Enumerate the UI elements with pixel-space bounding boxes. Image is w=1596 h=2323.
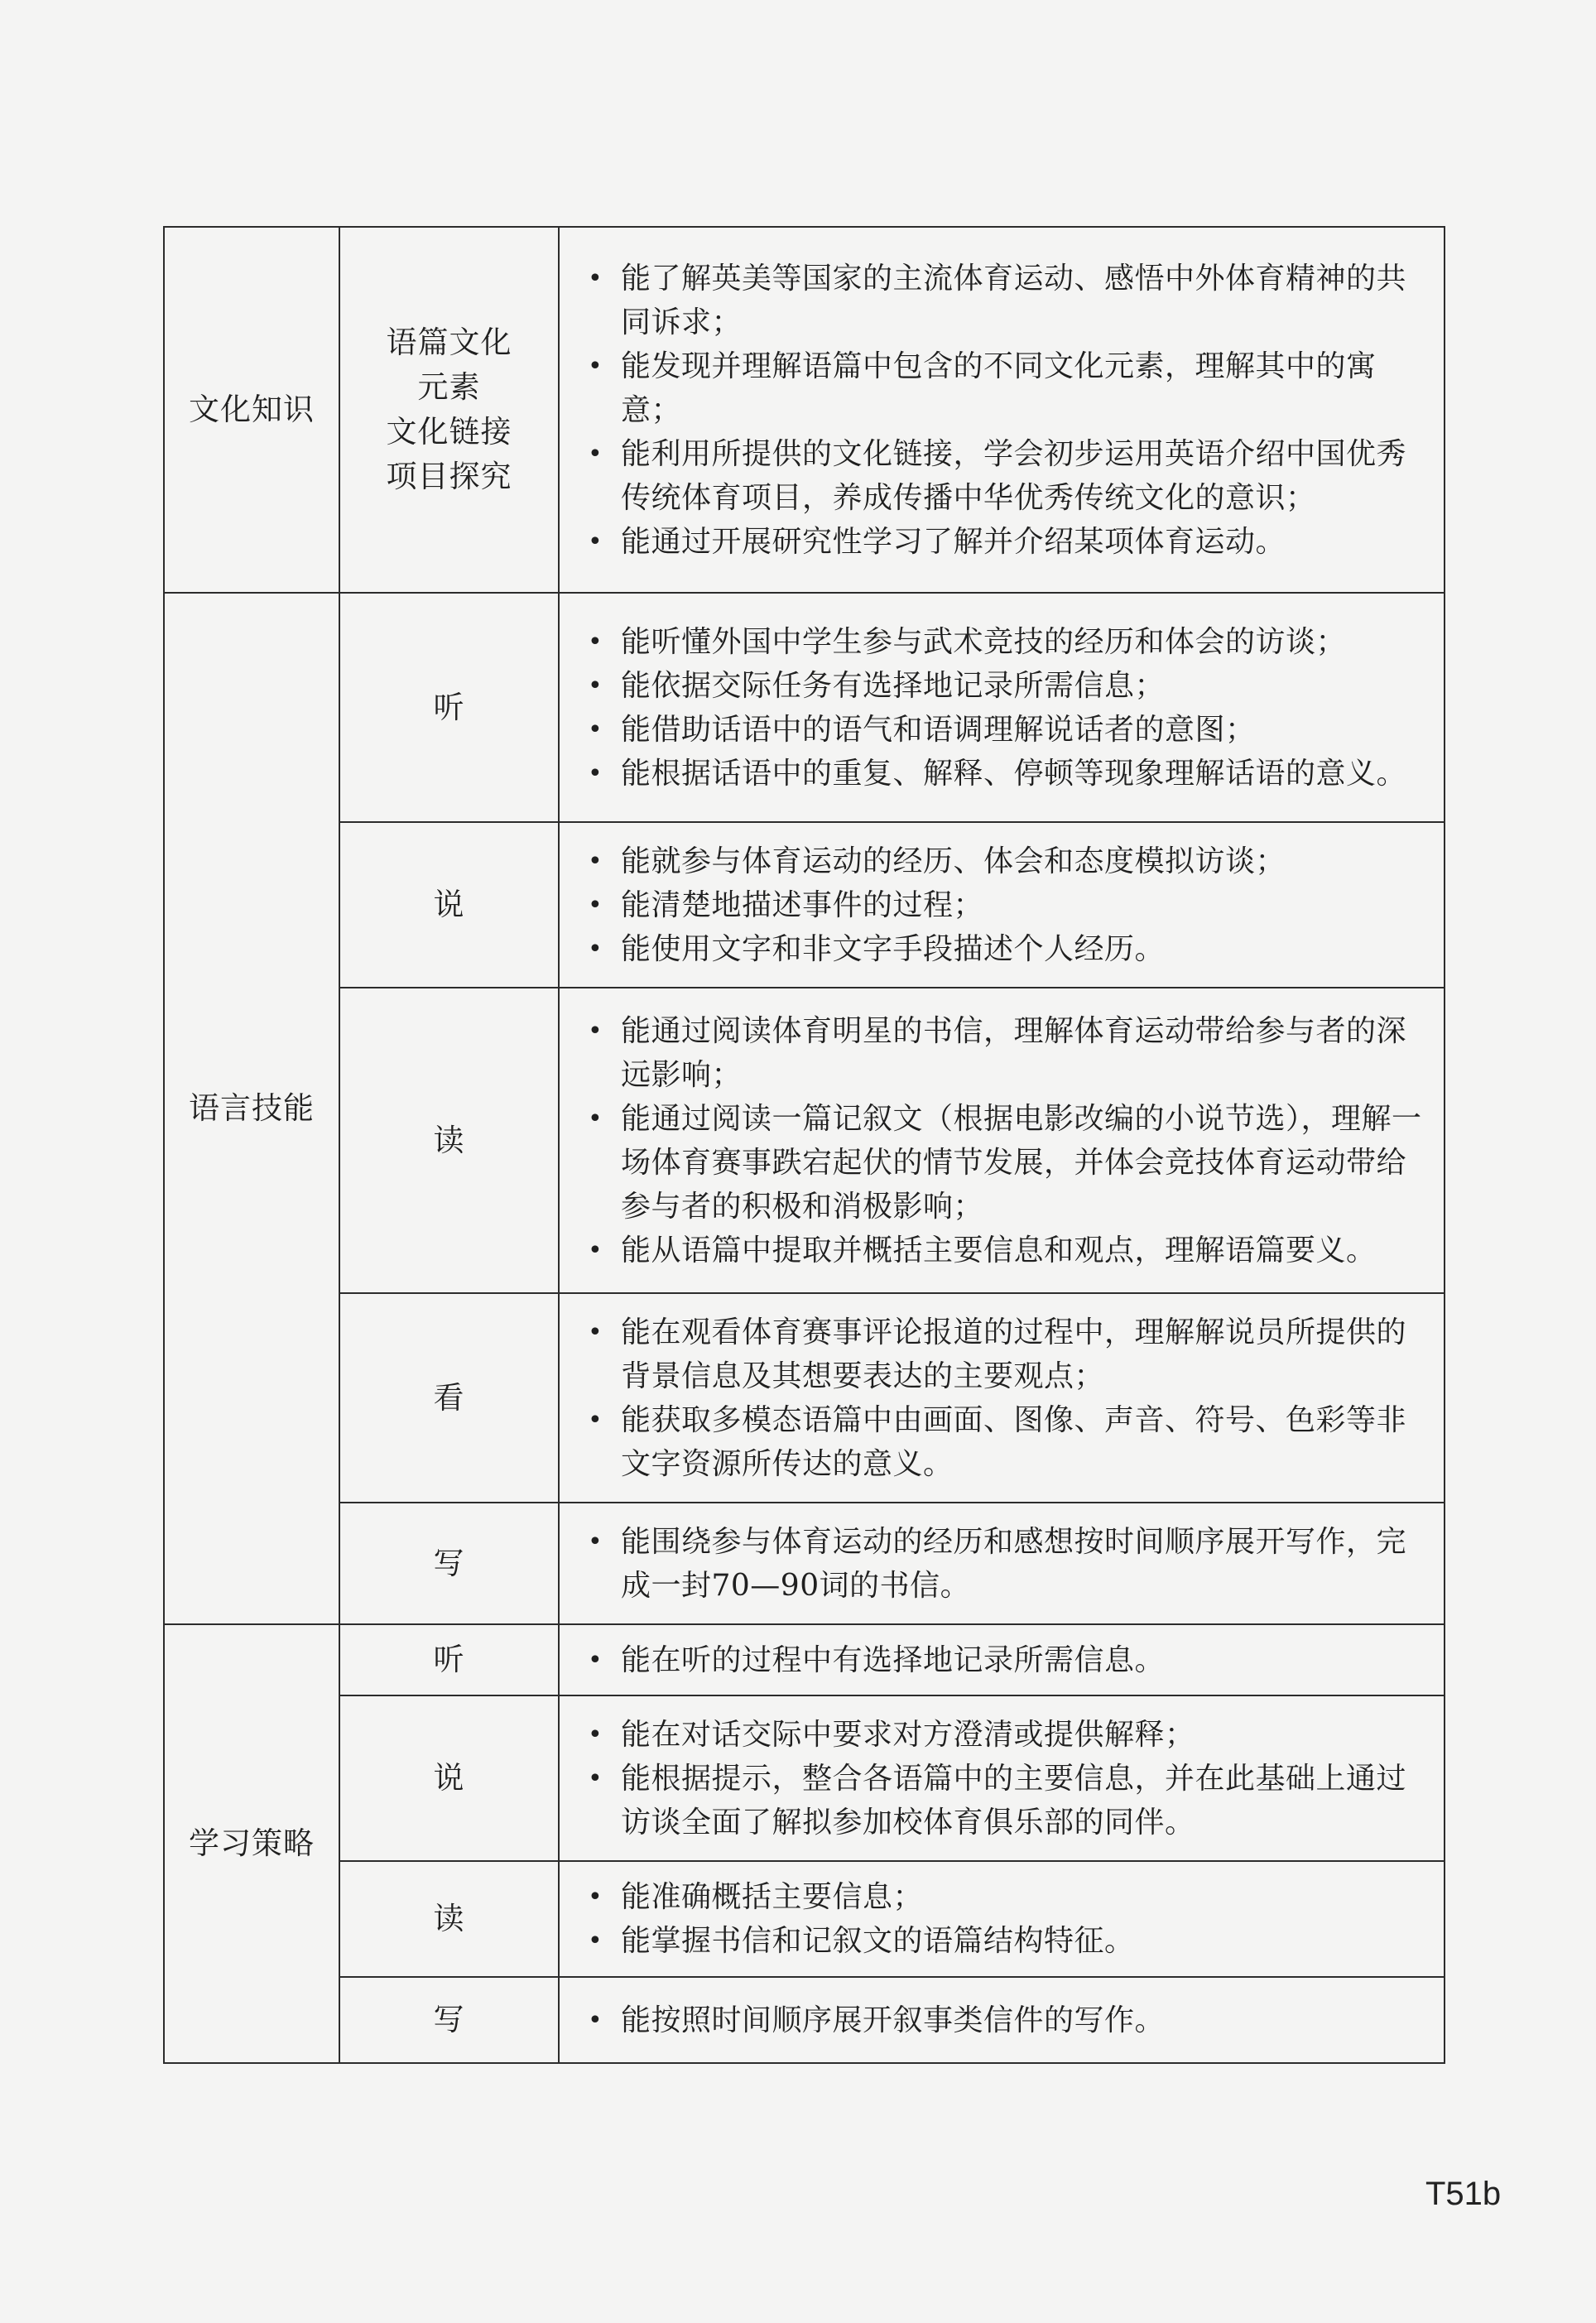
subcategory-line: 文化链接 (386, 414, 512, 450)
bullet-text: 能听懂外国中学生参与武术竞技的经历和体会的访谈； (621, 624, 1347, 659)
bullet-icon: • (588, 627, 603, 656)
subcategory-culture (339, 227, 559, 593)
bullet-item (583, 344, 1425, 432)
bullet-icon: • (588, 1104, 603, 1133)
bullet-icon: • (588, 714, 603, 744)
items-language-write (559, 1503, 1445, 1624)
row-language-speak (164, 822, 1445, 988)
bullet-icon: • (588, 890, 603, 920)
bullet-text: 能在对话交际中要求对方澄清或提供解释； (621, 1717, 1195, 1752)
items-language-listen (559, 593, 1445, 822)
bullet-item (583, 1009, 1425, 1097)
items-strategy-listen (559, 1624, 1445, 1695)
row-strategy-speak (164, 1695, 1445, 1861)
skill-strategy-write: 写 (339, 1977, 559, 2063)
category-strategy: 学习策略 (164, 1624, 339, 2063)
bullet-item (583, 1998, 1425, 2042)
bullet-icon: • (588, 846, 603, 876)
bullet-text: 能借助话语中的语气和语调理解说话者的意图； (621, 712, 1256, 747)
bullet-text: 能在听的过程中有选择地记录所需信息。 (621, 1642, 1166, 1677)
items-strategy-write (559, 1977, 1445, 2063)
subcategory-line: 语篇文化 (386, 325, 512, 360)
bullet-item (583, 664, 1425, 708)
bullet-icon: • (588, 527, 603, 556)
bullet-icon: • (588, 758, 603, 788)
bullet-text: 能通过阅读体育明星的书信，理解体育运动带给参与者的深远影响； (621, 1013, 1407, 1092)
row-strategy-listen (164, 1624, 1445, 1695)
bullet-icon: • (588, 1016, 603, 1046)
bullet-item (583, 839, 1425, 883)
bullet-text: 能通过阅读一篇记叙文（根据电影改编的小说节选），理解一场体育赛事跌宕起伏的情节发展，并体会竞技体育运动带给参与者的积极和消极影响； (621, 1101, 1422, 1224)
bullet-text: 能使用文字和非文字手段描述个人经历。 (621, 931, 1166, 966)
row-language-read (164, 988, 1445, 1293)
bullet-text: 能依据交际任务有选择地记录所需信息； (621, 668, 1166, 703)
items-culture (559, 227, 1445, 593)
page-number: T51b (1425, 2176, 1502, 2212)
bullet-text: 能在观看体育赛事评论报道的过程中，理解解说员所提供的背景信息及其想要表达的主要观点； (621, 1315, 1407, 1393)
bullet-icon: • (588, 1235, 603, 1265)
bullet-item (583, 1638, 1425, 1682)
bullet-text: 能获取多模态语篇中由画面、图像、声音、符号、色彩等非文字资源所传达的意义。 (621, 1402, 1407, 1481)
bullet-item (583, 520, 1425, 564)
objectives-table (163, 226, 1445, 2064)
skill-language-read: 读 (339, 988, 559, 1293)
bullet-icon: • (588, 1763, 603, 1793)
bullet-item (583, 620, 1425, 664)
bullet-item (583, 1097, 1425, 1229)
skill-strategy-read: 读 (339, 1861, 559, 1977)
bullet-text: 能了解英美等国家的主流体育运动、感悟中外体育精神的共同诉求； (621, 261, 1407, 339)
bullet-item (583, 1229, 1425, 1272)
bullet-icon: • (588, 1883, 603, 1912)
bullet-item (583, 1919, 1425, 1963)
bullet-item (583, 883, 1425, 927)
skill-language-write: 写 (339, 1503, 559, 1624)
bullet-text: 能通过开展研究性学习了解并介绍某项体育运动。 (621, 524, 1286, 559)
bullet-icon: • (588, 671, 603, 700)
bullet-item (583, 432, 1425, 520)
items-language-read (559, 988, 1445, 1293)
bullet-item (583, 927, 1425, 971)
bullet-item (583, 257, 1425, 344)
bullet-text: 能就参与体育运动的经历、体会和态度模拟访谈； (621, 844, 1286, 878)
bullet-icon: • (588, 2005, 603, 2035)
bullet-icon: • (588, 1645, 603, 1675)
skill-strategy-speak: 说 (339, 1695, 559, 1861)
bullet-item (583, 1398, 1425, 1486)
row-strategy-read (164, 1861, 1445, 1977)
bullet-text: 能根据话语中的重复、解释、停顿等现象理解话语的意义。 (621, 756, 1407, 791)
subcategory-line: 元素 (417, 369, 481, 405)
subcategory-line: 项目探究 (386, 459, 512, 494)
bullet-icon: • (588, 1405, 603, 1435)
bullet-icon: • (588, 1719, 603, 1749)
items-strategy-speak (559, 1695, 1445, 1861)
bullet-item (583, 1520, 1425, 1608)
items-language-view (559, 1293, 1445, 1503)
bullet-icon: • (588, 1926, 603, 1955)
row-language-listen (164, 593, 1445, 822)
bullet-item (583, 1875, 1425, 1919)
bullet-icon: • (588, 439, 603, 469)
category-language: 语言技能 (164, 593, 339, 1624)
bullet-text: 能清楚地描述事件的过程； (621, 887, 984, 922)
bullet-item (583, 1757, 1425, 1844)
bullet-icon: • (588, 351, 603, 381)
row-culture (164, 227, 1445, 593)
bullet-item (583, 1713, 1425, 1757)
row-language-write (164, 1503, 1445, 1624)
skill-language-listen: 听 (339, 593, 559, 822)
bullet-text: 能发现并理解语篇中包含的不同文化元素，理解其中的寓意； (621, 349, 1377, 427)
skill-language-speak: 说 (339, 822, 559, 988)
bullet-icon: • (588, 1527, 603, 1556)
bullet-text: 能准确概括主要信息； (621, 1880, 924, 1914)
category-culture: 文化知识 (164, 227, 339, 593)
bullet-text: 能利用所提供的文化链接，学会初步运用英语介绍中国优秀传统体育项目，养成传播中华优秀传统文化的意识； (621, 436, 1407, 515)
row-language-view (164, 1293, 1445, 1503)
bullet-item (583, 1311, 1425, 1398)
bullet-icon: • (588, 263, 603, 293)
bullet-text: 能围绕参与体育运动的经历和感想按时间顺序展开写作，完成一封70—90词的书信。 (621, 1524, 1407, 1603)
bullet-text: 能根据提示，整合各语篇中的主要信息，并在此基础上通过访谈全面了解拟参加校体育俱乐部的同伴。 (621, 1761, 1407, 1840)
bullet-icon: • (588, 1317, 603, 1347)
skill-strategy-listen: 听 (339, 1624, 559, 1695)
row-strategy-write (164, 1977, 1445, 2063)
bullet-text: 能按照时间顺序展开叙事类信件的写作。 (621, 2003, 1166, 2037)
bullet-item (583, 708, 1425, 752)
bullet-item (583, 752, 1425, 796)
bullet-text: 能从语篇中提取并概括主要信息和观点，理解语篇要义。 (621, 1233, 1377, 1267)
items-strategy-read (559, 1861, 1445, 1977)
bullet-icon: • (588, 934, 603, 964)
bullet-text: 能掌握书信和记叙文的语篇结构特征。 (621, 1924, 1135, 1958)
items-language-speak (559, 822, 1445, 988)
skill-language-view: 看 (339, 1293, 559, 1503)
